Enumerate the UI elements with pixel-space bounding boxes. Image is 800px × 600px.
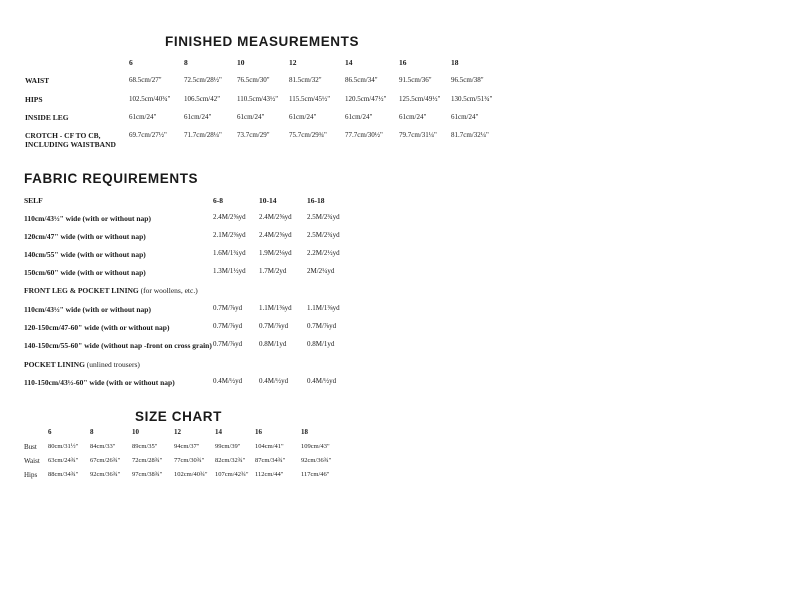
fr-row-label: 120-150cm/47-60" wide (with or without nap) [24,323,170,332]
fr-cell: 1.1M/1⅜yd [259,304,292,312]
fm-cell: 125.5cm/49½" [399,95,441,103]
fm-cell: 77.7cm/30½" [345,131,383,139]
sc-row-label: Hips [24,471,38,479]
pocket-lining-label: POCKET LINING (unlined trousers) [24,360,140,369]
fm-size-header: 14 [345,58,353,67]
sc-cell: 89cm/35" [132,443,158,450]
fm-size-header: 6 [129,58,133,67]
fm-cell: 61cm/24" [289,113,317,121]
fr-cell: 2.5M/2¾yd [307,231,340,239]
sc-cell: 94cm/37" [174,443,200,450]
fr-cell: 0.8M/1yd [307,340,335,348]
fr-cell: 0.7M/⅞yd [307,322,337,330]
sc-size-header: 10 [132,428,139,436]
self-label: SELF [24,196,43,205]
fm-cell: 91.5cm/36" [399,76,432,84]
sc-cell: 72cm/28¾" [132,457,163,464]
fr-cell: 2.2M/2½yd [307,249,340,257]
fm-cell: 102.5cm/40¾" [129,95,171,103]
fm-cell: 73.7cm/29" [237,131,270,139]
sc-row-label: Bust [24,443,37,451]
fm-row-label-line2: INCLUDING WAISTBAND [25,140,116,149]
sc-size-header: 6 [48,428,52,436]
fr-cell: 2.1M/2⅜yd [213,231,246,239]
fr-cell: 2.4M/2⅝yd [259,231,292,239]
fr-row-label: 140-150cm/55-60" wide (without nap -front on cross grain) [24,341,212,350]
sc-cell: 97cm/38¾" [132,471,163,478]
fm-size-header: 18 [451,58,459,67]
sc-cell: 77cm/30¾" [174,457,205,464]
sc-cell: 109cm/43" [301,443,330,450]
fr-size-header: 16-18 [307,196,325,205]
fr-row-label: 150cm/60" wide (with or without nap) [24,268,146,277]
fm-cell: 96.5cm/38" [451,76,484,84]
fr-cell: 1.7M/2yd [259,267,287,275]
fr-row-label: 110cm/43½" wide (with or without nap) [24,305,151,314]
fm-cell: 86.5cm/34" [345,76,378,84]
fm-row-label: CROTCH - CF TO CB, [25,131,101,140]
sc-cell: 87cm/34¾" [255,457,286,464]
fr-cell: 0.4M/½yd [307,377,337,385]
fr-cell: 0.7M/⅞yd [213,340,243,348]
fr-cell: 0.7M/⅞yd [213,304,243,312]
fr-size-header: 6-8 [213,196,223,205]
sc-cell: 107cm/42¾" [215,471,249,478]
fm-size-header: 16 [399,58,407,67]
fm-cell: 61cm/24" [399,113,427,121]
fr-cell: 0.4M/½yd [259,377,289,385]
fm-cell: 69.7cm/27½" [129,131,167,139]
fr-size-header: 10-14 [259,196,277,205]
fm-cell: 106.5cm/42" [184,95,221,103]
sc-size-header: 18 [301,428,308,436]
fm-cell: 115.5cm/45½" [289,95,331,103]
fr-cell: 0.7M/⅞yd [213,322,243,330]
fm-cell: 120.5cm/47½" [345,95,387,103]
fr-cell: 2.4M/2⅝yd [213,213,246,221]
sc-size-header: 12 [174,428,181,436]
fr-row-label: 110cm/43½" wide (with or without nap) [24,214,151,223]
sc-cell: 63cm/24¾" [48,457,79,464]
sc-size-header: 16 [255,428,262,436]
sc-cell: 104cm/41" [255,443,284,450]
fm-cell: 61cm/24" [237,113,265,121]
sc-cell: 80cm/31½" [48,443,79,450]
finished-measurements-title: FINISHED MEASUREMENTS [165,34,360,49]
lining-note: (for woollens, etc.) [138,286,198,295]
fm-cell: 79.7cm/31¼" [399,131,437,139]
fr-cell: 2.5M/2¾yd [307,213,340,221]
fm-cell: 81.5cm/32" [289,76,322,84]
sc-cell: 84cm/33" [90,443,116,450]
fm-size-header: 8 [184,58,188,67]
fr-cell: 1.6M/1¾yd [213,249,246,257]
size-chart-title: SIZE CHART [135,409,222,424]
fr-row-label: 140cm/55" wide (with or without nap) [24,250,146,259]
fm-cell: 61cm/24" [345,113,373,121]
fm-cell: 68.5cm/27" [129,76,162,84]
fabric-requirements-title: FABRIC REQUIREMENTS [24,171,199,186]
fm-cell: 75.7cm/29¾" [289,131,327,139]
fr-cell: 1.3M/1½yd [213,267,246,275]
fr-cell: 0.4M/½yd [213,377,243,385]
fr-cell: 2.4M/2⅝yd [259,213,292,221]
sc-cell: 99cm/39" [215,443,241,450]
fr-cell: 1.9M/2⅛yd [259,249,292,257]
fr-row-label: 120cm/47" wide (with or without nap) [24,232,146,241]
fm-row-label: WAIST [25,76,50,85]
sc-cell: 67cm/26¾" [90,457,121,464]
sc-cell: 102cm/40¾" [174,471,208,478]
sc-cell: 88cm/34¾" [48,471,79,478]
sc-size-header: 14 [215,428,222,436]
fm-cell: 110.5cm/43½" [237,95,279,103]
fr-cell: 0.8M/1yd [259,340,287,348]
fm-cell: 130.5cm/51¾" [451,95,493,103]
fm-cell: 72.5cm/28½" [184,76,222,84]
front-leg-pocket-lining-label: FRONT LEG & POCKET LINING (for woollens, etc.) [24,286,198,295]
sc-cell: 92cm/36¾" [301,457,332,464]
pocket-lining-note: (unlined trousers) [84,360,140,369]
sc-size-header: 8 [90,428,94,436]
fm-cell: 61cm/24" [451,113,479,121]
fm-row-label: INSIDE LEG [25,113,69,122]
sc-cell: 82cm/32¾" [215,457,246,464]
sc-cell: 112cm/44" [255,471,284,478]
fm-size-header: 10 [237,58,245,67]
fr-cell: 2M/2¼yd [307,267,335,275]
fr-cell: 0.7M/⅞yd [259,322,289,330]
fm-cell: 61cm/24" [129,113,157,121]
fr-row-label: 110-150cm/43½-60" wide (with or without nap) [24,378,175,387]
fm-cell: 81.7cm/32¼" [451,131,489,139]
fm-row-label: HIPS [25,95,43,104]
fm-size-header: 12 [289,58,297,67]
sc-row-label: Waist [24,457,40,465]
fm-cell: 71.7cm/28¼" [184,131,222,139]
sc-cell: 117cm/46" [301,471,330,478]
sc-cell: 92cm/36¾" [90,471,121,478]
fm-cell: 76.5cm/30" [237,76,270,84]
fr-cell: 1.1M/1⅜yd [307,304,340,312]
fm-cell: 61cm/24" [184,113,212,121]
